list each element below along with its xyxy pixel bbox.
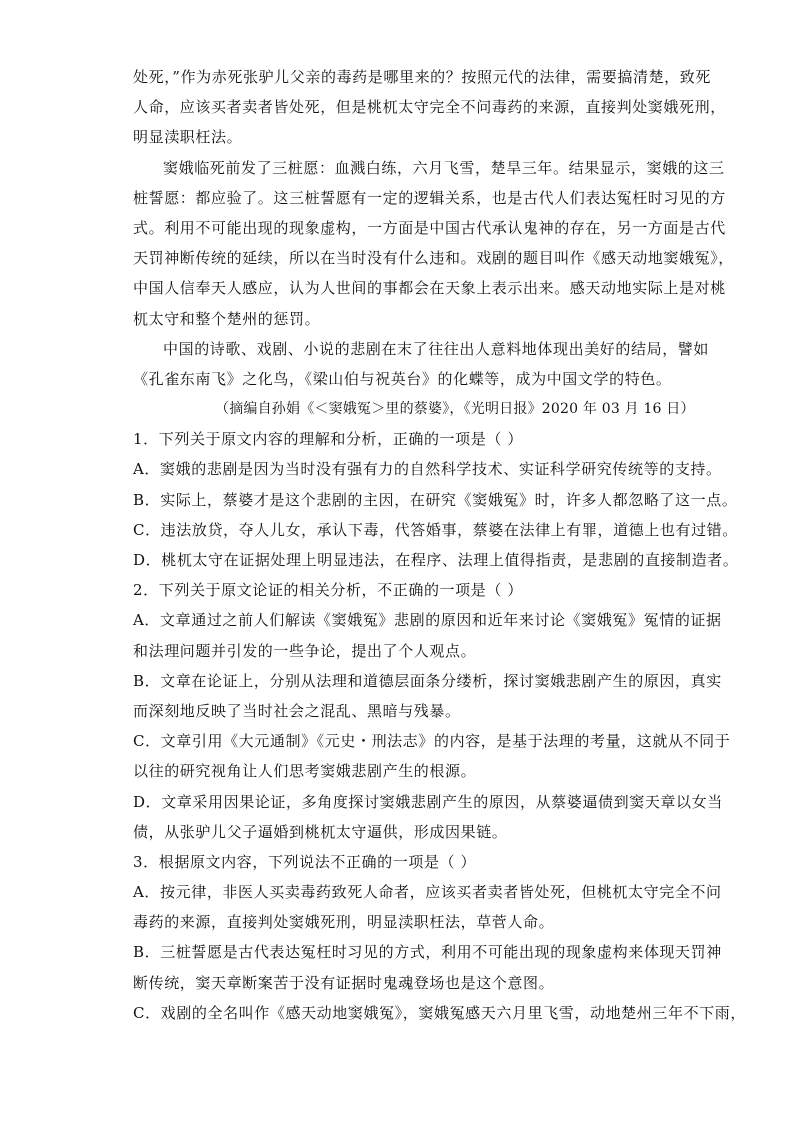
document-page	[133, 62, 746, 1028]
option-a: A．文章通过之前人们解读《窦娥冤》悲剧的原因和近年来讨论《窦娥冤》冤情的证据	[133, 611, 722, 630]
option-c: C．戏剧的全名叫作《感天动地窦娥冤》，窦娥冤感天六月里飞雪，动地楚州三年不下雨，	[133, 1003, 746, 1022]
option-c: C．违法放贷，夺人儿女，承认下毒，代答婚事，蔡婆在法律上有罪，道德上也有过错。	[133, 520, 738, 539]
option-b-cont: 断传统，窦天章断案苦于没有证据时鬼魂登场也是这个意图。	[133, 973, 555, 992]
option-c-cont: 以往的研究视角让人们思考窦娥悲剧产生的根源。	[133, 762, 477, 781]
option-a-cont: 和法理问题并引发的一些争论，提出了个人观点。	[133, 641, 477, 660]
text-line: 桩誓愿：都应验了。这三桩誓愿有一定的逻辑关系，也是古代人们表达冤枉时习见的方	[133, 188, 726, 207]
paragraph-1	[133, 62, 726, 153]
option-c: C．文章引用《大元通制》《元史・刑法志》的内容，是基于法理的考量，这就从不同于	[133, 732, 731, 751]
option-b-cont: 而深刻地反映了当时社会之混乱、黑暗与残暴。	[133, 701, 461, 720]
option-b: B．实际上，蔡婆才是这个悲剧的主因，在研究《窦娥冤》时，许多人都忽略了这一点。	[133, 490, 738, 509]
text-line: 天罚神断传统的延续，所以在当时没有什么违和。戏剧的题目叫作《感天动地窦娥冤》，	[133, 249, 734, 268]
text-line: 式。利用不可能出现的现象虚构，一方面是中国古代承认鬼神的存在，另一方面是古代	[133, 218, 726, 237]
question-1	[133, 424, 739, 575]
text-line: 《孔雀东南飞》之化鸟，《梁山伯与祝英台》的化蝶等，成为中国文学的特色。	[133, 369, 672, 388]
option-d: D．桃杌太守在证据处理上明显违法，在程序、法理上值得指责，是悲剧的直接制造者。	[133, 551, 739, 569]
question-stem: 3．根据原文内容，下列说法不正确的一项是（ ）	[133, 852, 477, 871]
option-d-cont: 债，从张驴儿父子逼婚到桃杌太守逼供，形成因果链。	[133, 822, 508, 841]
text-line: 明显渎职枉法。	[133, 128, 243, 147]
question-2	[133, 575, 731, 847]
option-d: D．文章采用因果论证，多角度探讨窦娥悲剧产生的原因，从蔡婆逼债到窦天章以女当	[133, 792, 723, 811]
text-line: 人命，应该买者卖者皆处死，但是桃杌太守完全不问毒药的来源，直接判处窦娥死刑，	[133, 98, 726, 117]
option-a-cont: 毒药的来源，直接判处窦娥死刑，明显渎职枉法，草菅人命。	[133, 913, 555, 932]
text-line: 中国的诗歌、戏剧、小说的悲剧在末了往往出人意料地体现出美好的结局，譬如	[163, 339, 710, 358]
text-line: 中国人信奉天人感应，认为人世间的事都会在天象上表示出来。感天动地实际上是对桃	[133, 279, 726, 298]
option-b: B．三桩誓愿是古代表达冤枉时习见的方式，利用不可能出现的现象虚构来体现天罚神	[133, 943, 722, 962]
text-line: 杌太守和整个楚州的惩罚。	[133, 309, 321, 328]
option-a: A．按元律，非医人买卖毒药致死人命者，应该买者卖者皆处死，但桃杌太守完全不问	[133, 883, 722, 902]
option-b: B．文章在论证上，分别从法理和道德层面条分缕析，探讨窦娥悲剧产生的原因，真实	[133, 671, 722, 690]
text-line: 处死，”作为赤死张驴儿父亲的毒药是哪里来的？按照元代的法律，需要搞清楚，致死	[133, 68, 711, 86]
paragraph-2	[133, 153, 734, 334]
option-a: A．窦娥的悲剧是因为当时没有强有力的自然科学技术、实证科学研究传统等的支持。	[133, 460, 722, 479]
question-stem: 1．下列关于原文内容的理解和分析，正确的一项是（ ）	[133, 430, 523, 449]
text-line: 窦娥临死前发了三桩愿：血溅白练，六月飞雪，楚旱三年。结果显示，窦娥的这三	[163, 158, 725, 177]
question-3	[133, 847, 746, 1028]
paragraph-3	[133, 334, 710, 394]
source-citation: （摘编自孙娟《＜窦娥冤＞里的蔡婆》，《光明日报》2020 年 03 月 16 日）	[215, 401, 695, 418]
question-stem: 2．下列关于原文论证的相关分析，不正确的一项是（ ）	[133, 581, 523, 600]
